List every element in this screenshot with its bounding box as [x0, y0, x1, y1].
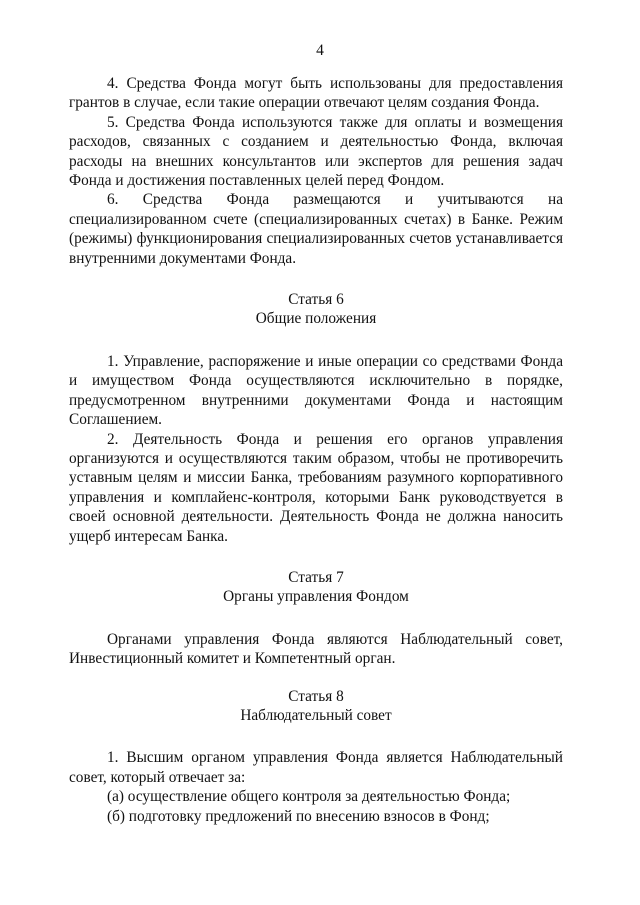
article-7-title: Органы управления Фондом	[223, 588, 409, 606]
spacer	[69, 268, 563, 290]
article-8-title: Наблюдательный совет	[240, 706, 392, 724]
article-7-paragraph-1: Органами управления Фонда являются Наблюдательный совет, Инвестиционный комитет и Компетентный орган.	[69, 630, 563, 668]
article-6-paragraph-1: 1. Управление, распоряжение и иные операции со средствами Фонда и имуществом Фонда осуществляются исключительно в порядке, предусмотренном внутренними документами Фонда и настоящим Соглашением.	[69, 352, 563, 429]
article-8-item-b: (б) подготовку предложений по внесению взносов в Фонд;	[107, 807, 490, 825]
spacer	[69, 669, 563, 687]
spacer	[69, 725, 563, 748]
spacer	[69, 546, 563, 568]
article-6-title: Общие положения	[255, 310, 377, 328]
spacer	[69, 607, 563, 630]
paragraph-4: 4. Средства Фонда могут быть использованы для предоставления грантов в случае, если такие операции отвечают целям создания Фонда.	[69, 75, 563, 112]
article-8-item-a: (а) осуществление общего контроля за деятельностью Фонда;	[107, 788, 511, 806]
page-number: 4	[316, 42, 324, 59]
paragraph-6: 6. Средства Фонда размещаются и учитываются на специализированном счете (специализированных счетах) в Банке. Режим (режимы) функционирования специализированных счетов устанавливается внутренними документами Фонда.	[69, 191, 563, 267]
paragraph-5: 5. Средства Фонда используются также для оплаты и возмещения расходов, связанных с созданием и деятельностью Фонда, включая расходы на внешних консультантов или экспертов для решения задач Фонда и достижения поставленных целей перед Фондом.	[69, 113, 563, 190]
article-8-paragraph-1: 1. Высшим органом управления Фонда является Наблюдательный совет, который отвечает за:	[69, 749, 563, 786]
article-8-number: Статья 8	[288, 687, 344, 705]
document-body	[69, 74, 563, 826]
article-7-number: Статья 7	[288, 568, 344, 586]
article-6-number: Статья 6	[288, 291, 344, 309]
spacer	[69, 329, 563, 352]
article-6-paragraph-2: 2. Деятельность Фонда и решения его органов управления организуются и осуществляются таким образом, чтобы не противоречить уставным целям и миссии Банка, требованиям разумного корпоративного управления и комплайенс-контроля, которыми Банк руководствуется в своей основной деятельности. Деятельность Фонда не должна наносить ущерб интересам Банка.	[69, 430, 563, 545]
